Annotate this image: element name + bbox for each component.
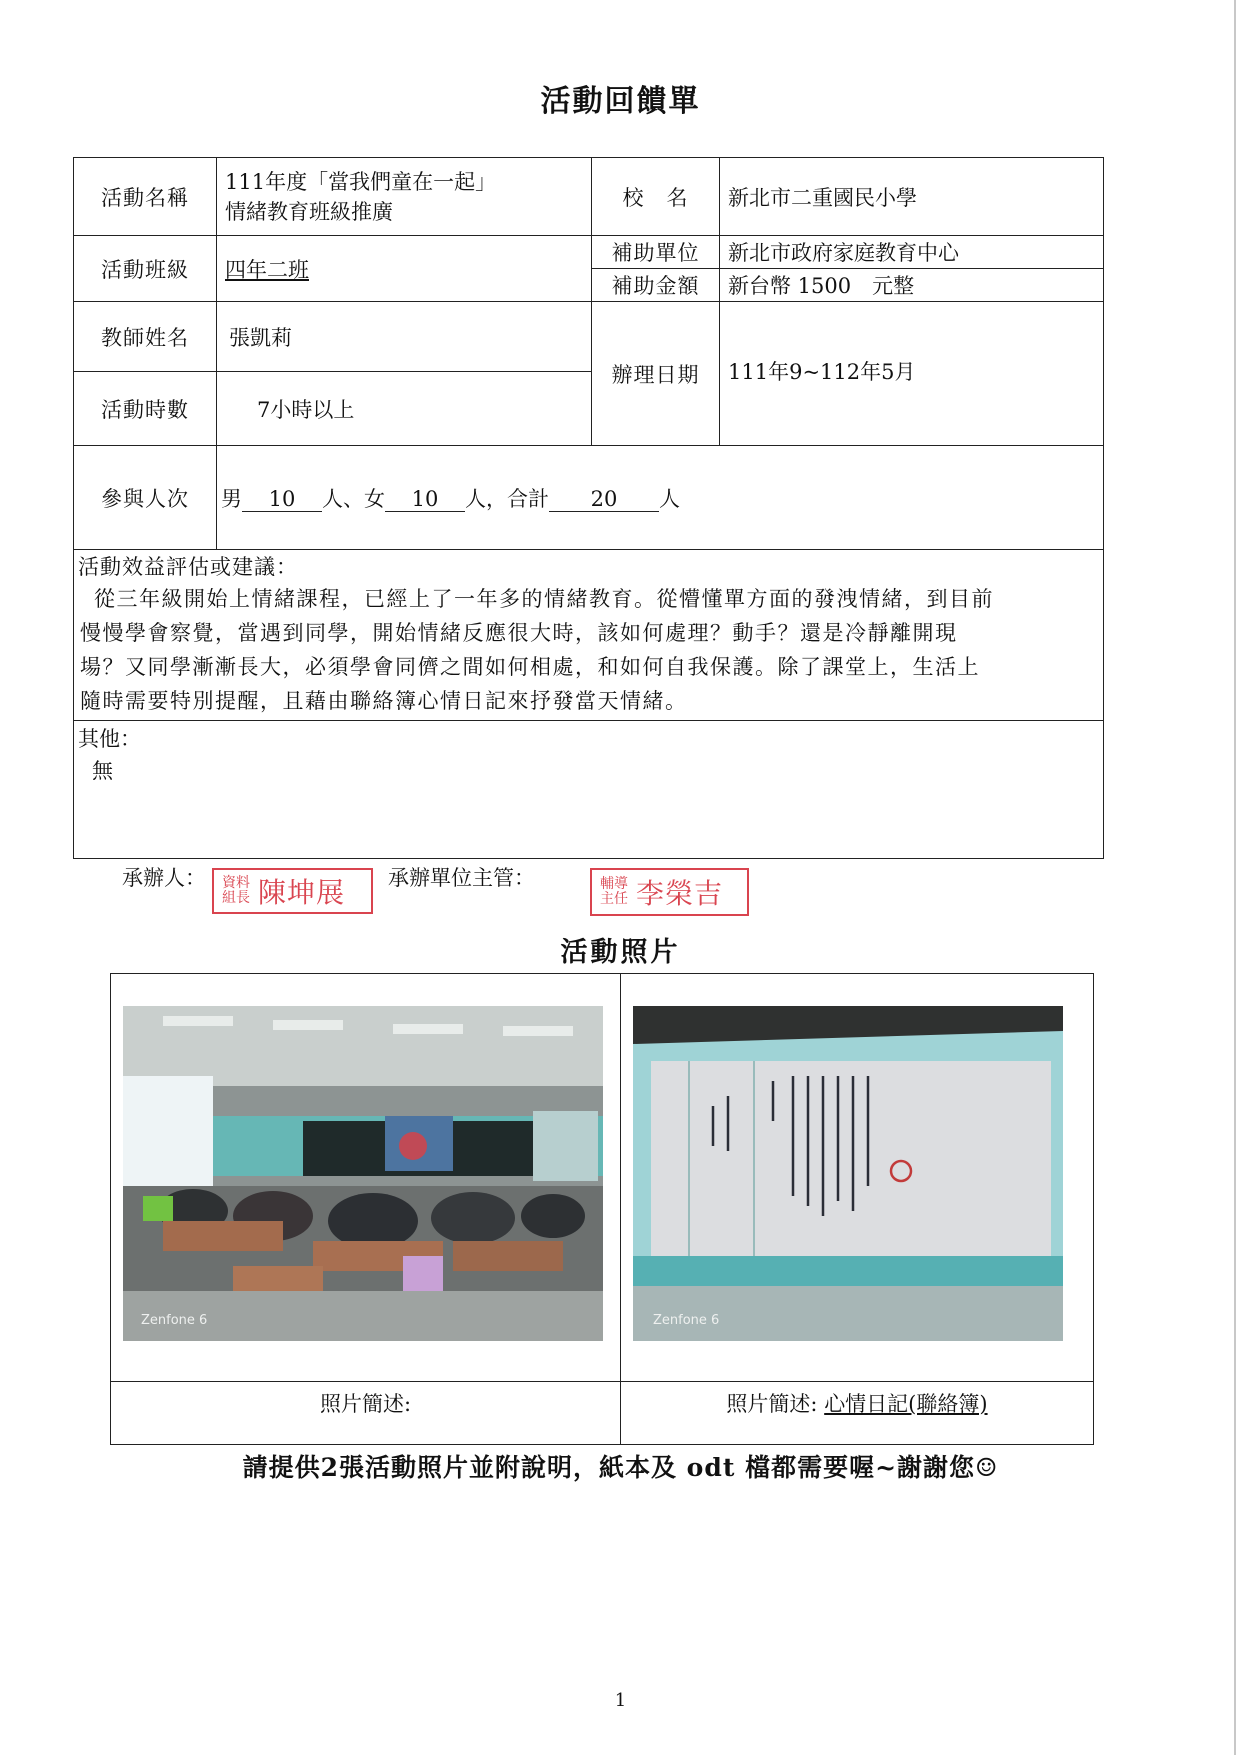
other-label: 其他： (78, 727, 141, 751)
activity-name-line2: 情緒教育班級推廣 (225, 199, 393, 224)
photo-watermark: Zenfone 6 (653, 1313, 720, 1328)
evaluation-label: 活動效益評估或建議： (78, 555, 298, 579)
class-value: 四年二班 (225, 257, 309, 282)
caption-label: 照片簡述: (726, 1392, 818, 1416)
evaluation-text (78, 582, 1099, 718)
organizer-stamp-title: 資料組長 (222, 875, 250, 906)
caption-cell-1 (111, 1382, 621, 1445)
total-count: 20 (549, 487, 659, 512)
supervisor-stamp (590, 868, 749, 916)
organizer-label: 承辦人： (122, 866, 206, 890)
female-prefix: 人、女 (322, 486, 385, 511)
teacher-label: 教師姓名 (74, 302, 217, 372)
photo-watermark: Zenfone 6 (141, 1313, 208, 1328)
evaluation-line: 慢慢學會察覺，當遇到同學，開始情緒反應很大時，該如何處理？動手？還是冷靜離開現 (80, 621, 958, 645)
footer-note: 請提供2張活動照片並附說明，紙本及 odt 檔都需要喔~謝謝您☺ (242, 1453, 999, 1482)
feedback-form-table (73, 157, 1104, 859)
hours-value: 7小時以上 (217, 372, 592, 446)
school-label: 校 名 (592, 158, 720, 236)
hours-label: 活動時數 (74, 372, 217, 446)
class-value-cell (217, 236, 592, 302)
photo-cell-2 (621, 974, 1094, 1382)
sponsor-value: 新北市政府家庭教育中心 (720, 236, 1104, 269)
evaluation-line: 場？又同學漸漸長大，必須學會同儕之間如何相處，和如何自我保護。除了課堂上，生活上 (80, 655, 980, 679)
diary-photo-image (633, 1006, 1063, 1341)
male-prefix: 男 (221, 486, 242, 511)
male-count: 10 (242, 487, 322, 512)
date-label: 辦理日期 (592, 302, 720, 446)
evaluation-line: 隨時需要特別提醒，且藉由聯絡簿心情日記來抒發當天情緒。 (80, 689, 688, 713)
teacher-value: 張凱莉 (217, 302, 592, 372)
supervisor-label: 承辦單位主管： (388, 866, 535, 890)
caption-label: 照片簡述: (319, 1392, 412, 1416)
evaluation-line: 從三年級開始上情緒課程，已經上了一年多的情緒教育。從懵懂單方面的發洩情緒，到目前 (94, 587, 994, 611)
participants-label: 參與人次 (74, 446, 217, 550)
photos-title: 活動照片 (560, 937, 681, 968)
school-value: 新北市二重國民小學 (720, 158, 1104, 236)
page-number: 1 (614, 1690, 627, 1711)
amount-label: 補助金額 (592, 269, 720, 302)
supervisor-stamp-name: 李榮吉 (636, 877, 724, 910)
organizer-stamp-name: 陳坤展 (258, 876, 346, 909)
photo-cell-1 (111, 974, 621, 1382)
participants-value (217, 446, 1104, 550)
caption-text: 心情日記(聯絡簿) (824, 1392, 988, 1416)
other-value: 無 (92, 759, 113, 783)
total-suffix: 人 (659, 486, 680, 511)
date-value: 111年9~112年5月 (720, 302, 1104, 446)
classroom-photo (123, 1006, 603, 1341)
total-prefix: 人，合計 (465, 486, 549, 511)
classroom-photo-image (123, 1006, 603, 1341)
caption-cell-2 (621, 1382, 1094, 1445)
sponsor-label: 補助單位 (592, 236, 720, 269)
photos-table (110, 973, 1094, 1445)
female-count: 10 (385, 487, 465, 512)
activity-name-label: 活動名稱 (74, 158, 217, 236)
organizer-stamp (212, 868, 373, 914)
evaluation-cell (74, 550, 1104, 721)
amount-value: 新台幣 1500 元整 (720, 269, 1104, 302)
page-edge-line (1234, 0, 1236, 1755)
supervisor-stamp-title: 輔導主任 (600, 876, 628, 907)
activity-name-line1: 111年度「當我們童在一起」 (225, 169, 497, 194)
diary-photo (633, 1006, 1063, 1341)
other-cell (74, 721, 1104, 859)
document-title: 活動回饋單 (540, 84, 701, 119)
activity-name-value (217, 158, 592, 236)
class-label: 活動班級 (74, 236, 217, 302)
